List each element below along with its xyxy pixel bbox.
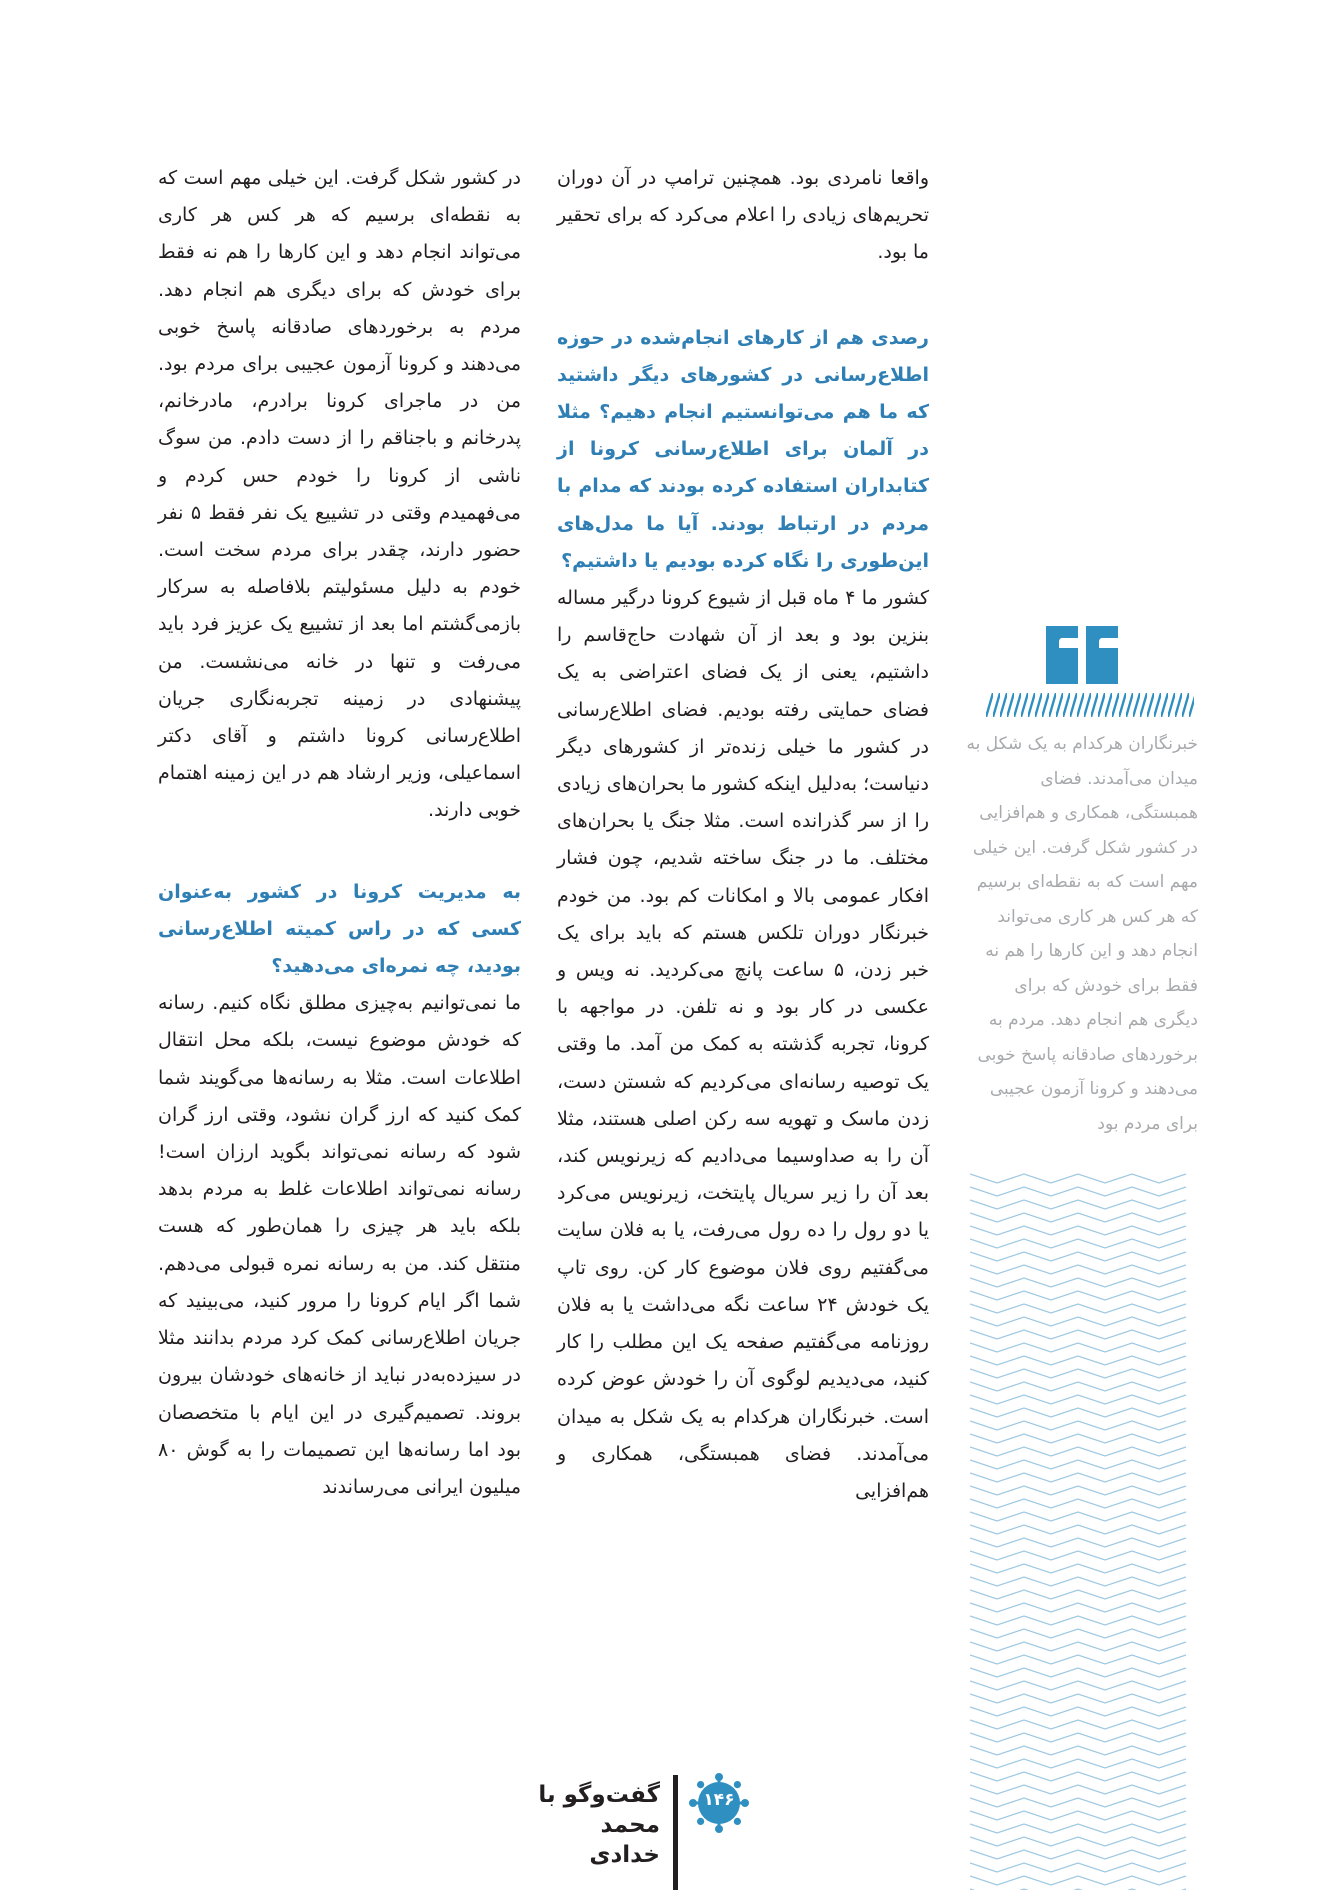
footer-title <box>530 1780 660 1870</box>
left-question-1: به مدیریت کرونا در کشور به‌عنوان کسی که در راس کمیته اطلاع‌رسانی بودید، چه نمره‌ای می‌دهید؟ <box>158 880 521 978</box>
middle-paragraph-2: کشور ما ۴ ماه قبل از شیوع کرونا درگیر مساله بنزین بود و بعد از آن شهادت حاج‌قاسم را داشتیم، یعنی از یک فضای اعتراضی به یک فضای حمایتی رفته بودیم. فضای اطلاع‌رسانی در کشور ما خیلی زنده‌تر از کشورهای دیگر دنیاست؛ به‌دلیل اینکه کشور ما بحران‌های زیادی را از سر گذرانده است. مثلا جنگ یا بحران‌های مختلف. ما در جنگ ساخته شدیم، چون فشار افکار عمومی بالا و امکانات کم بود. من خودم خبرنگار دوران تلکس هستم که باید برای یک خبر زدن، ۵ ساعت پانچ می‌کردید. نه ویس و عکسی در کار بود و نه تلفن. در مواجهه با کرونا، تجربه گذشته به کمک من آمد. ما وقتی یک توصیه رسانه‌ای می‌کردیم که شستن دست، زدن ماسک و تهویه سه رکن اصلی هستند، مثلا آن را به صداوسیما می‌دادیم که زیرنویس کند، بعد آن را زیر سریال پایتخت، زیرنویس می‌کرد یا دو رول را ده رول می‌رفت، یا به فلان سایت می‌گفتیم روی فلان موضوع کار کن. روی تاپ یک خودش ۲۴ ساعت نگه می‌داشت یا به فلان روزنامه می‌گفتیم صفحه یک این مطلب را کار کنید، می‌دیدیم لوگوی آن را خودش عوض کرده است. خبرنگاران هرکدام به یک شکل به میدان می‌آمدند. فضای همبستگی، همکاری و هم‌افزایی <box>557 587 930 1502</box>
page-number: ۱۴۶ <box>703 1790 735 1810</box>
hatch-band <box>986 693 1194 717</box>
middle-paragraph-1: واقعا نامردی بود. همچنین ترامپ در آن دوران تحریم‌های زیادی را اعلام می‌کرد که برای تحقیر ما بود. <box>557 167 929 264</box>
quote-icon <box>1046 626 1118 684</box>
zigzag-band <box>970 1172 1188 1890</box>
left-paragraph-1: در کشور شکل گرفت. این خیلی مهم است که به نقطه‌ای برسیم که هر کس هر کاری می‌تواند انجام دهد و این کارها را هم نه فقط برای خودش که برای دیگری هم انجام دهد. مردم به برخوردهای صادقانه پاسخ خوبی می‌دهند و کرونا آزمون عجیبی برای مردم بود. من در ماجرای کرونا برادرم، مادرخانم، پدرخانم و باجناقم را از دست دادم. من سوگ ناشی از کرونا را خودم حس کردم و می‌فهمیدم وقتی در تشییع یک نفر فقط ۵ نفر حضور دارند، چقدر برای مردم سخت است. خودم به دلیل مسئولیتم بلافاصله به سرکار بازمی‌گشتم اما بعد از تشییع یک عزیز فرد باید می‌رفت و تنها در خانه می‌نشست. من پیشنهادی در زمینه تجربه‌نگاری جریان اطلاع‌رسانی کرونا داشتم و آقای دکتر اسماعیلی، وزیر ارشاد هم در این زمینه اهتمام خوبی دارند. <box>158 167 521 822</box>
footer-title-line2: محمد خدادی <box>589 1812 660 1868</box>
footer-divider <box>673 1775 678 1890</box>
middle-question-1: رصدی هم از کارهای انجام‌شده در حوزه اطلاع‌رسانی در کشورهای دیگر داشتید که ما هم می‌توانستیم انجام دهیم؟ مثلا در آلمان برای اطلاع‌رسانی کرونا از کتابداران استفاده کرده بودند که مدام با مردم در ارتباط بودند. آیا ما مدل‌های این‌طوری را نگاه کرده بودیم یا داشتیم؟ <box>557 326 929 572</box>
footer-title-line1: گفت‌وگو با <box>538 1782 660 1808</box>
sidebar-quote: خبرنگاران هرکدام به یک شکل به میدان می‌آمدند. فضای همبستگی، همکاری و هم‌افزایی در کشور شکل گرفت. این خیلی مهم است که به نقطه‌ای برسیم که هر کس هر کاری می‌تواند انجام دهد و این کارها را هم نه فقط برای خودش که برای دیگری هم انجام دهد. مردم به برخوردهای صادقانه پاسخ خوبی می‌دهند و کرونا آزمون عجیبی برای مردم بود <box>966 734 1198 1134</box>
left-column <box>158 160 521 1506</box>
left-paragraph-2: ما نمی‌توانیم به‌چیزی مطلق نگاه کنیم. رسانه که خودش موضوع نیست، بلکه محل انتقال اطلاعات است. مثلا به رسانه‌ها می‌گویند شما کمک کنید که ارز گران نشود، وقتی ارز گران شود که رسانه نمی‌تواند بگوید ارزان است! رسانه نمی‌تواند اطلاعات غلط به مردم بدهد بلکه باید هر چیزی را همان‌طور که هست منتقل کند. من به رسانه نمره قبولی می‌دهم. شما اگر ایام کرونا را مرور کنید، می‌بینید که جریان اطلاع‌رسانی کمک کرد مردم بدانند مثلا در سیزده‌به‌در نباید از خانه‌های خودشان بیرون بروند. تصمیم‌گیری در این ایام با متخصصان بود اما رسانه‌ها این تصمیمات را به گوش ۸۰ میلیون ایرانی می‌رساندند <box>158 992 521 1498</box>
middle-column <box>557 160 929 1510</box>
